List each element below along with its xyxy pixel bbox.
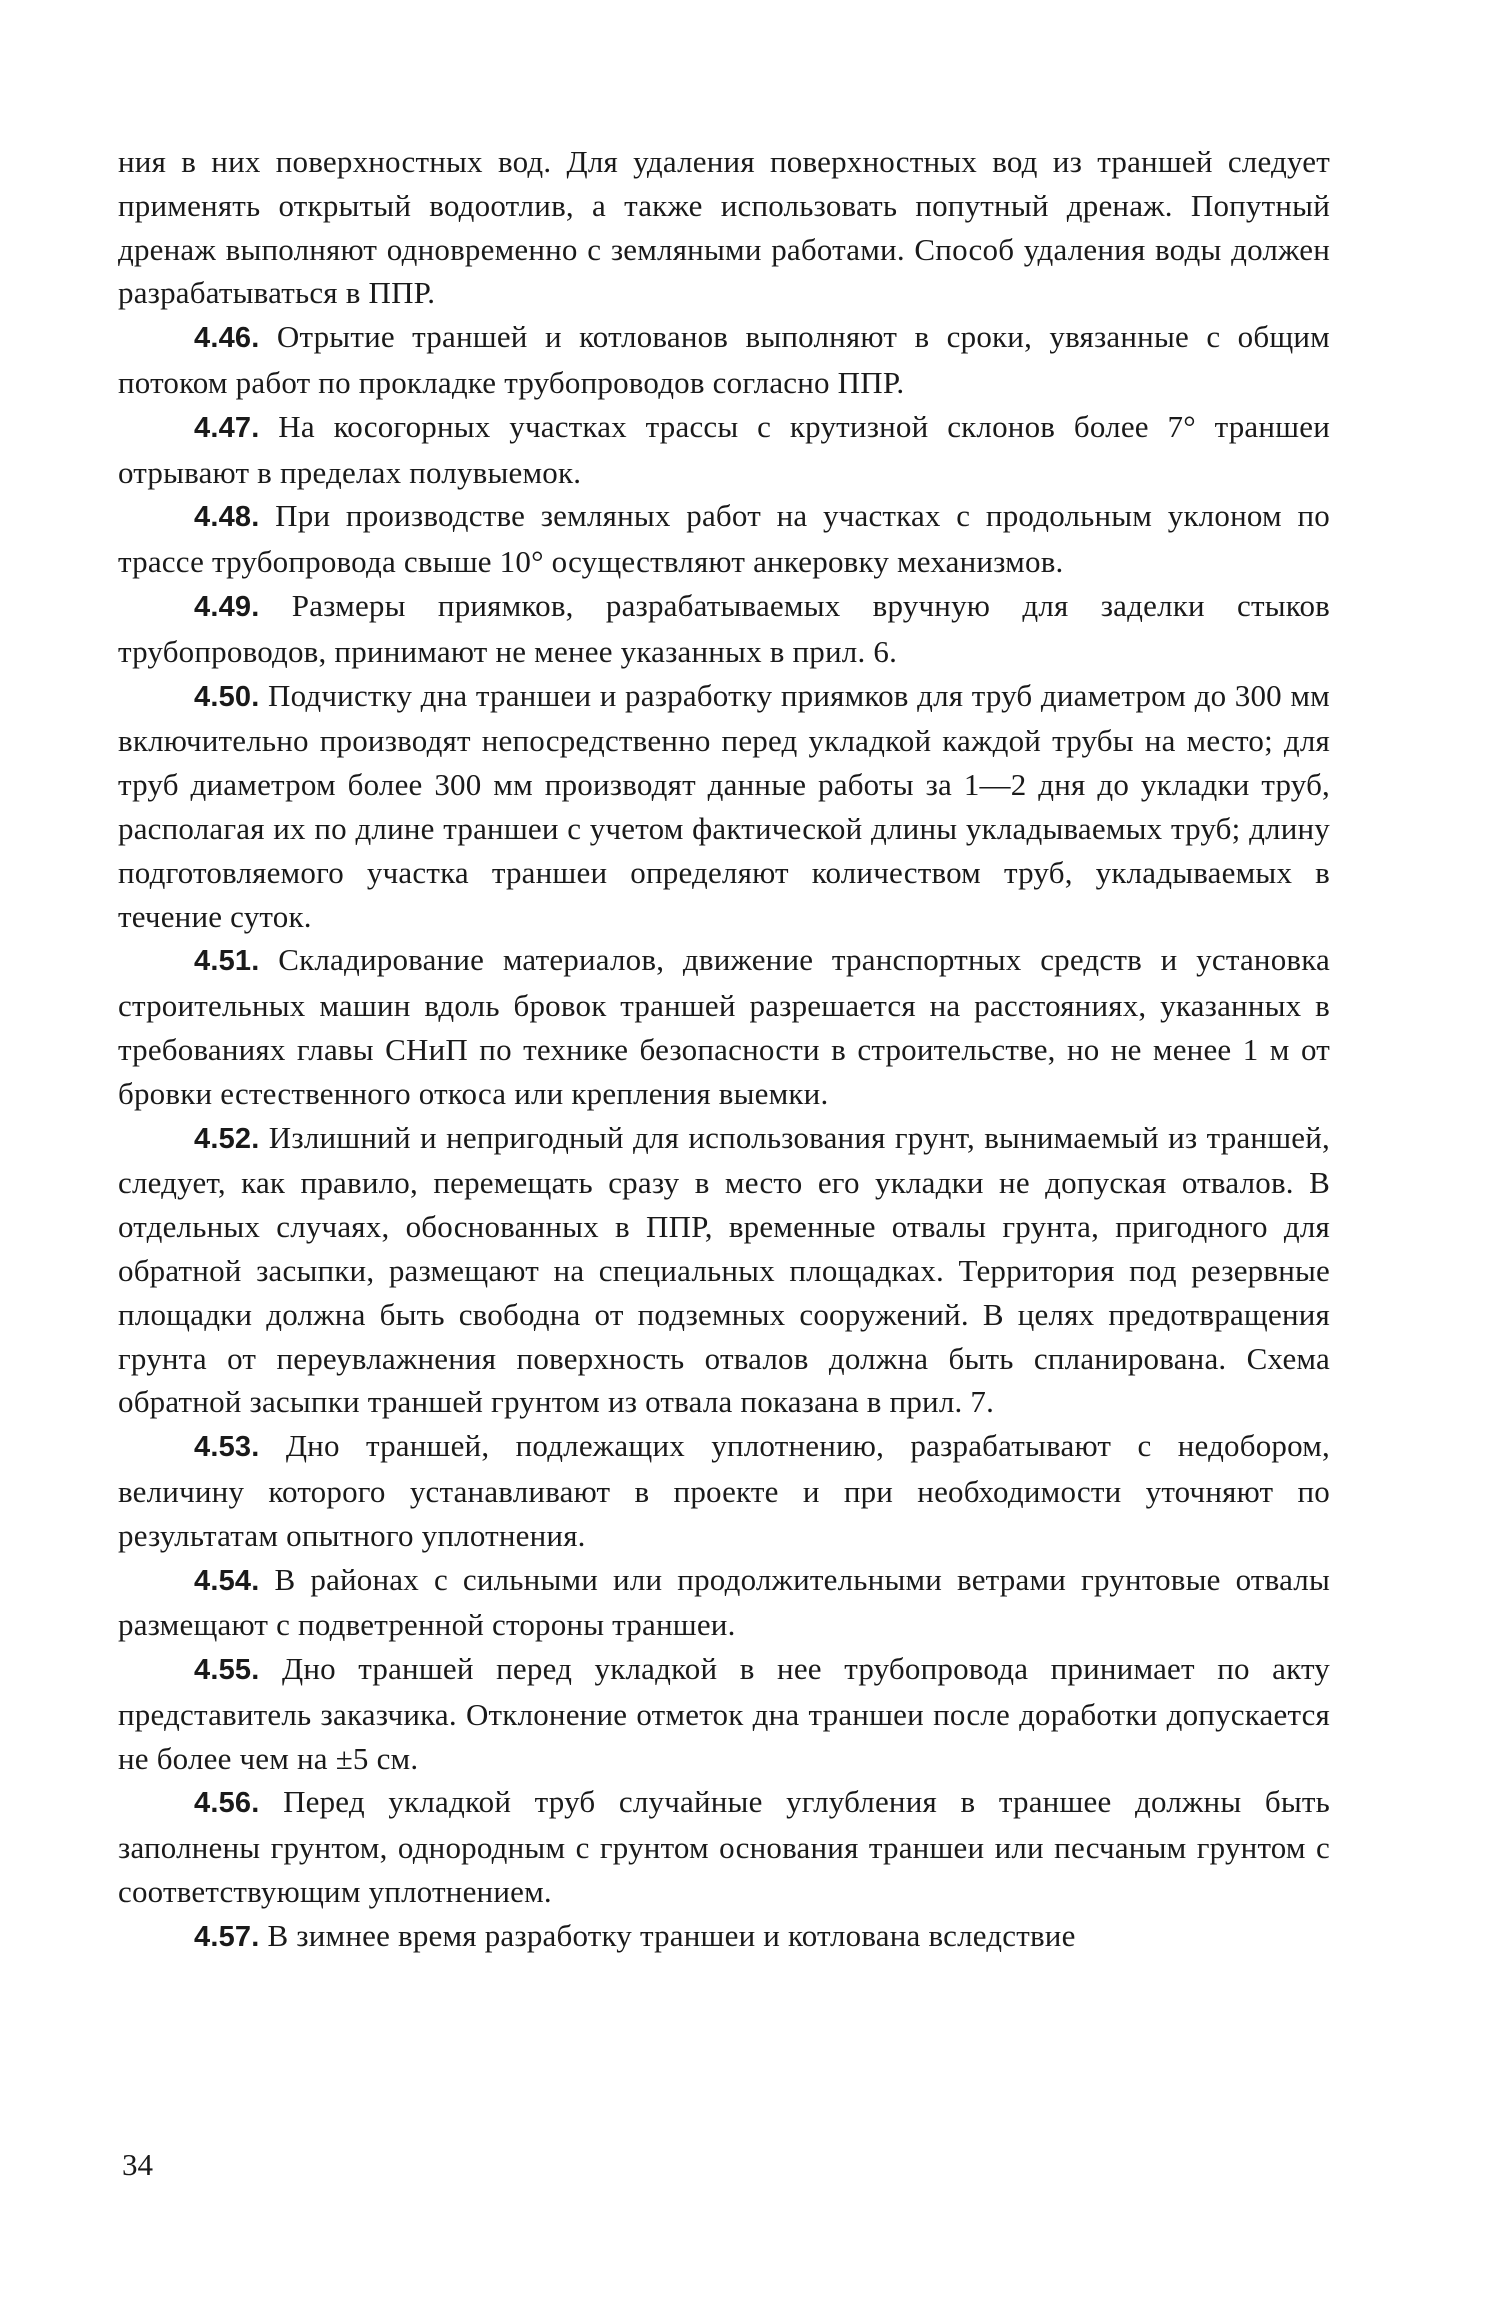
clause-4-51 [118,938,1330,1115]
clause-number: 4.48. [194,501,260,534]
clause-number: 4.57. [194,1920,260,1953]
clause-number: 4.53. [194,1431,260,1464]
clause-4-48 [118,494,1330,584]
clause-text: Перед укладкой труб случайные углубления в траншее должны быть заполнены грунтом, однородным с грунтом основания траншеи или песчаным грунтом с соответствующим уплотнением. [118,1784,1331,1910]
clause-text: Подчистку дна траншеи и разработку приямков для труб диаметром до 300 мм включительно производят непосредственно перед укладкой каждой трубы на место; для труб диаметром более 300 мм производят данные работы за 1—2 дня до укладки труб, располагая их по длине траншеи с учетом фактической длины укладываемых труб; длину подготовляемого участка траншеи определяют количеством труб, укладываемых в течение суток. [118,677,1330,934]
clause-number: 4.51. [194,945,260,978]
clause-number: 4.55. [194,1654,260,1687]
clause-4-56 [118,1780,1330,1913]
clause-text: В районах с сильными или продолжительными ветрами грунтовые отвалы размещают с подветренной стороны траншеи. [118,1561,1330,1643]
clause-4-47 [118,405,1330,495]
clause-text: Дно траншей, подлежащих уплотнению, разрабатывают с недобором, величину которого устанавливают в проекте и при необходимости уточняют по результатам опытного уплотнения. [118,1428,1330,1553]
clause-text: При производстве земляных работ на участках с продольным уклоном по трассе трубопровода свыше 10° осуществляют анкеровку механизмов. [118,498,1331,580]
clause-text: Размеры приямков, разрабатываемых вручную для заделки стыков трубопроводов, принимают не менее указанных в прил. 6. [118,587,1330,669]
clause-4-50 [118,674,1330,939]
clause-4-55 [118,1647,1330,1780]
clause-4-54 [118,1558,1330,1648]
clause-text: В зимнее время разработку траншеи и котлована вследствие [267,1917,1076,1953]
clause-4-49 [118,584,1330,674]
clause-text: На косогорных участках трассы с крутизной склонов более 7° траншеи отрывают в пределах полувыемок. [118,408,1330,490]
clause-4-53 [118,1424,1330,1557]
clause-number: 4.54. [194,1564,260,1597]
lead-paragraph: ния в них поверхностных вод. Для удаления поверхностных вод из траншей следует применять открытый водоотлив, а также использовать попутный дренаж. Попутный дренаж выполняют одновременно с земляными работами. Способ удаления воды должен разрабатываться в ППР. [118,144,1330,311]
page-body [118,140,1330,1960]
clause-number: 4.50. [194,680,260,713]
clause-number: 4.52. [194,1122,260,1155]
clause-text: Излишний и непригодный для использования грунт, вынимаемый из траншей, следует, как правило, перемещать сразу в место его укладки не допуская отвалов. В отдельных случаях, обоснованных в ППР, временные отвалы грунта, пригодного для обратной засыпки, размещают на специальных площадках. Территория под резервные площадки должна быть свободна от подземных сооружений. В целях предотвращения грунта от переувлажнения поверхность отвалов должна быть спланирована. Схема обратной засыпки траншей грунтом из отвала показана в прил. 7. [118,1119,1330,1420]
clause-4-46 [118,315,1330,405]
clause-number: 4.46. [194,322,260,355]
clause-number: 4.47. [194,411,260,444]
clause-number: 4.49. [194,590,260,623]
clause-text: Отрытие траншей и котлованов выполняют в сроки, увязанные с общим потоком работ по прокладке трубопроводов согласно ППР. [118,319,1330,400]
clause-4-57 [118,1914,1330,1960]
clause-4-52 [118,1116,1330,1425]
clause-number: 4.56. [194,1787,260,1820]
clause-text: Складирование материалов, движение транспортных средств и установка строительных машин вдоль бровок траншей разрешается на расстояниях, указанных в требованиях главы СНиП по технике безопасности в строительстве, но не менее 1 м от бровки естественного откоса или крепления выемки. [118,942,1330,1111]
clause-text: Дно траншей перед укладкой в нее трубопровода принимает по акту представитель заказчика. Отклонение отметок дна траншеи после доработки допускается не более чем на ±5 см. [118,1651,1330,1776]
page-number: 34 [122,2147,153,2182]
